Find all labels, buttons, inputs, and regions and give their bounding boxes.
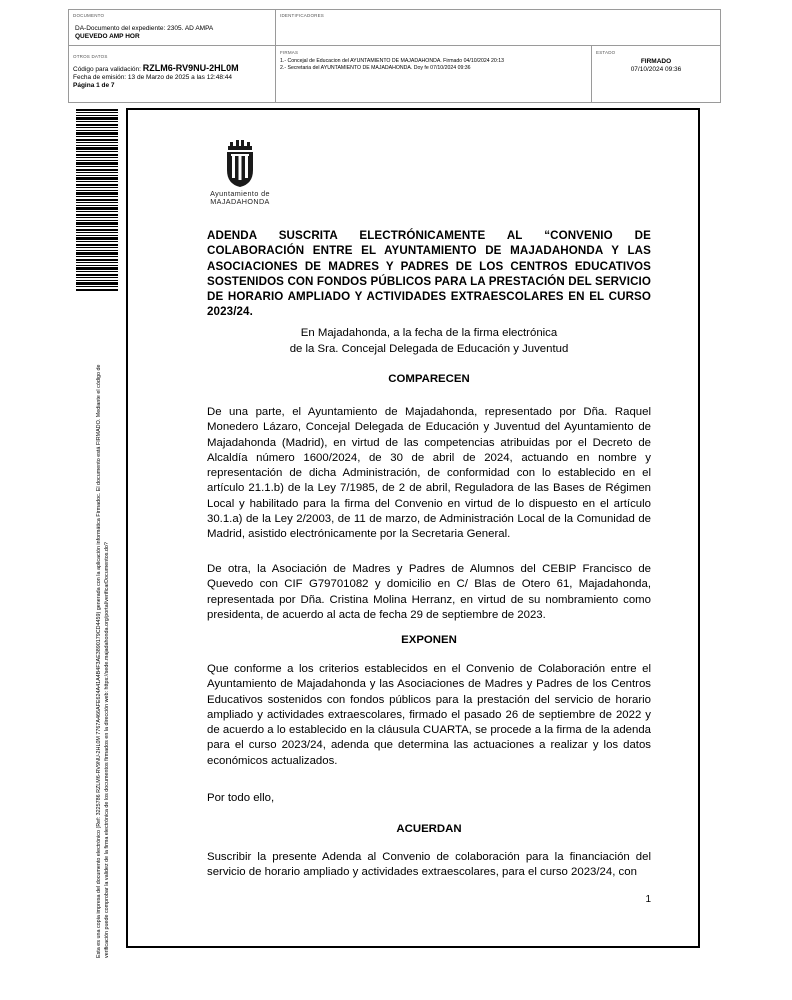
otros-datos-cell xyxy=(69,46,276,102)
codigo-validacion xyxy=(73,64,239,74)
heading-comparecen: COMPARECEN xyxy=(388,373,470,385)
logo-line1: Ayuntamiento de xyxy=(210,189,270,198)
paragraph-acuerdan: Suscribir la presente Adenda al Convenio de colaboración para la financiación del servicio de horario ampliado y actividades extraescolares, para el curso 2023/24, con xyxy=(207,851,651,879)
paragraph-exponen: Que conforme a los criterios establecidos en el Convenio de Colaboración entre el Ayuntamiento de Majadahonda y las Asociaciones de Madres y Padres de los Centros Educativos sostenidos con fondos públicos para la prestación del servicio de horario ampliado y actividades extraescolares, firmado el pasado 26 de septiembre de 2022 y de acuerdo a lo establecido en la cláusula CUARTA, se procede a la firma de la adenda para el curso 2023/24, adenda que determina las actuaciones a realizar y los datos económicos actualizados. xyxy=(207,663,651,767)
heading-acuerdan: ACUERDAN xyxy=(396,823,462,835)
pagina-indicator: Página 1 de 7 xyxy=(73,82,115,89)
barcode xyxy=(76,109,118,291)
logo-line2: MAJADAHONDA xyxy=(210,197,270,206)
identificadores-cell xyxy=(276,10,720,46)
paragraph-comparecen-2: De otra, la Asociación de Madres y Padres de Alumnos del CEBIP Francisco de Quevedo con CIF G79701082 y domicilio en C/ Blas de Otero 61, Majadahonda, representada por Dña. Cristina Molina Herranz, en virtud de su nombramiento como presidenta, de acuerdo al acta de fecha 29 de septiembre de 2023. xyxy=(207,563,651,621)
verification-side-text xyxy=(95,298,111,958)
documento-value-line2: QUEVEDO AMP HOR xyxy=(75,33,140,40)
page-number: 1 xyxy=(645,894,651,905)
estado-fecha: 07/10/2024 09:36 xyxy=(630,66,682,73)
firmas-cell xyxy=(276,46,592,102)
documento-caption: DOCUMENTO xyxy=(73,13,105,18)
estado-caption: ESTADO xyxy=(596,50,616,55)
codigo-value: RZLM6-RV9NU-2HL0M xyxy=(142,63,239,73)
firma-1: 1.- Concejal de Educacion del AYUNTAMIENTO DE MAJADAHONDA. Firmado 04/10/2024 20:13 xyxy=(280,58,505,64)
firma-2: 2.- Secretaria del AYUNTAMIENTO DE MAJADAHONDA. Doy fe 07/10/2024 09:36 xyxy=(280,65,471,71)
place-line2: de la Sra. Concejal Delegada de Educación y Juventud xyxy=(289,343,569,355)
otros-datos-caption: OTROS DATOS xyxy=(73,54,108,59)
estado-value: FIRMADO xyxy=(640,58,672,65)
side-text-line1: Esta es una copia impresa del documento electrónico (Ref: 3225786 RZLM6-RV9NU-2HL0M 7767A466AFE624A41A4B4F3AE3890179CD4459) generada con la aplicación informática Firmadoc. El documento está FIRMADO. Mediante el código de xyxy=(96,364,102,958)
documento-cell xyxy=(69,10,276,46)
coat-of-arms-icon xyxy=(224,140,256,188)
document-header xyxy=(68,9,721,103)
firmas-caption: FIRMAS xyxy=(280,50,299,55)
paragraph-por-todo: Por todo ello, xyxy=(207,792,275,804)
paragraph-comparecen-1: De una parte, el Ayuntamiento de Majadahonda, representado por Dña. Raquel Monedero Lázaro, Concejal Delegada de Educación y Juventud del Ayuntamiento de Majadahonda (Madrid), en virtud de las competencias atribuidas por el Decreto de Alcaldía número 1600/2024, de 30 de abril de 2024, actuando en nombre y representación de dicha Administración, de conformidad con lo establecido en el artículo 21.1.b) de la Ley 7/1985, de 2 de abril, Reguladora de las Bases de Régimen Local y habilitado para la firma del Convenio en virtud de lo dispuesto en el artículo 30.1.a) de la Ley 2/2003, de 11 de marzo, de Administración Local de la Comunidad de Madrid, asistido electrónicamente por la Secretaria General. xyxy=(207,406,651,541)
fecha-emision: Fecha de emisión: 13 de Marzo de 2025 a las 12:48:44 xyxy=(73,74,232,81)
estado-cell xyxy=(592,46,720,102)
codigo-label: Código para validación: xyxy=(73,66,143,73)
identificadores-caption: IDENTIFICADORES xyxy=(280,13,325,18)
heading-exponen: EXPONEN xyxy=(401,634,457,646)
place-line1: En Majadahonda, a la fecha de la firma electrónica xyxy=(300,327,558,339)
side-text-line2: verificación puede comprobar la validez de la firma electrónica de los documentos firmados en la dirección web: https://sede.majadahonda.org/portal/verificarDocumentos.do? xyxy=(104,542,110,958)
document-title: ADENDA SUSCRITA ELECTRÓNICAMENTE AL “CONVENIO DE COLABORACIÓN ENTRE EL AYUNTAMIENTO DE MAJADAHONDA Y LAS ASOCIACIONES DE MADRES Y PADRES DE LOS CENTROS EDUCATIVOS SOSTENIDOS CON FONDOS PÚBLICOS PARA LA PRESTACIÓN DEL SERVICIO DE HORARIO AMPLIADO Y ACTIVIDADES EXTRAESCOLARES EN EL CURSO 2023/24. xyxy=(207,229,651,319)
documento-value-line1: DA-Documento del expediente: 2305. AD AMPA xyxy=(75,25,214,32)
